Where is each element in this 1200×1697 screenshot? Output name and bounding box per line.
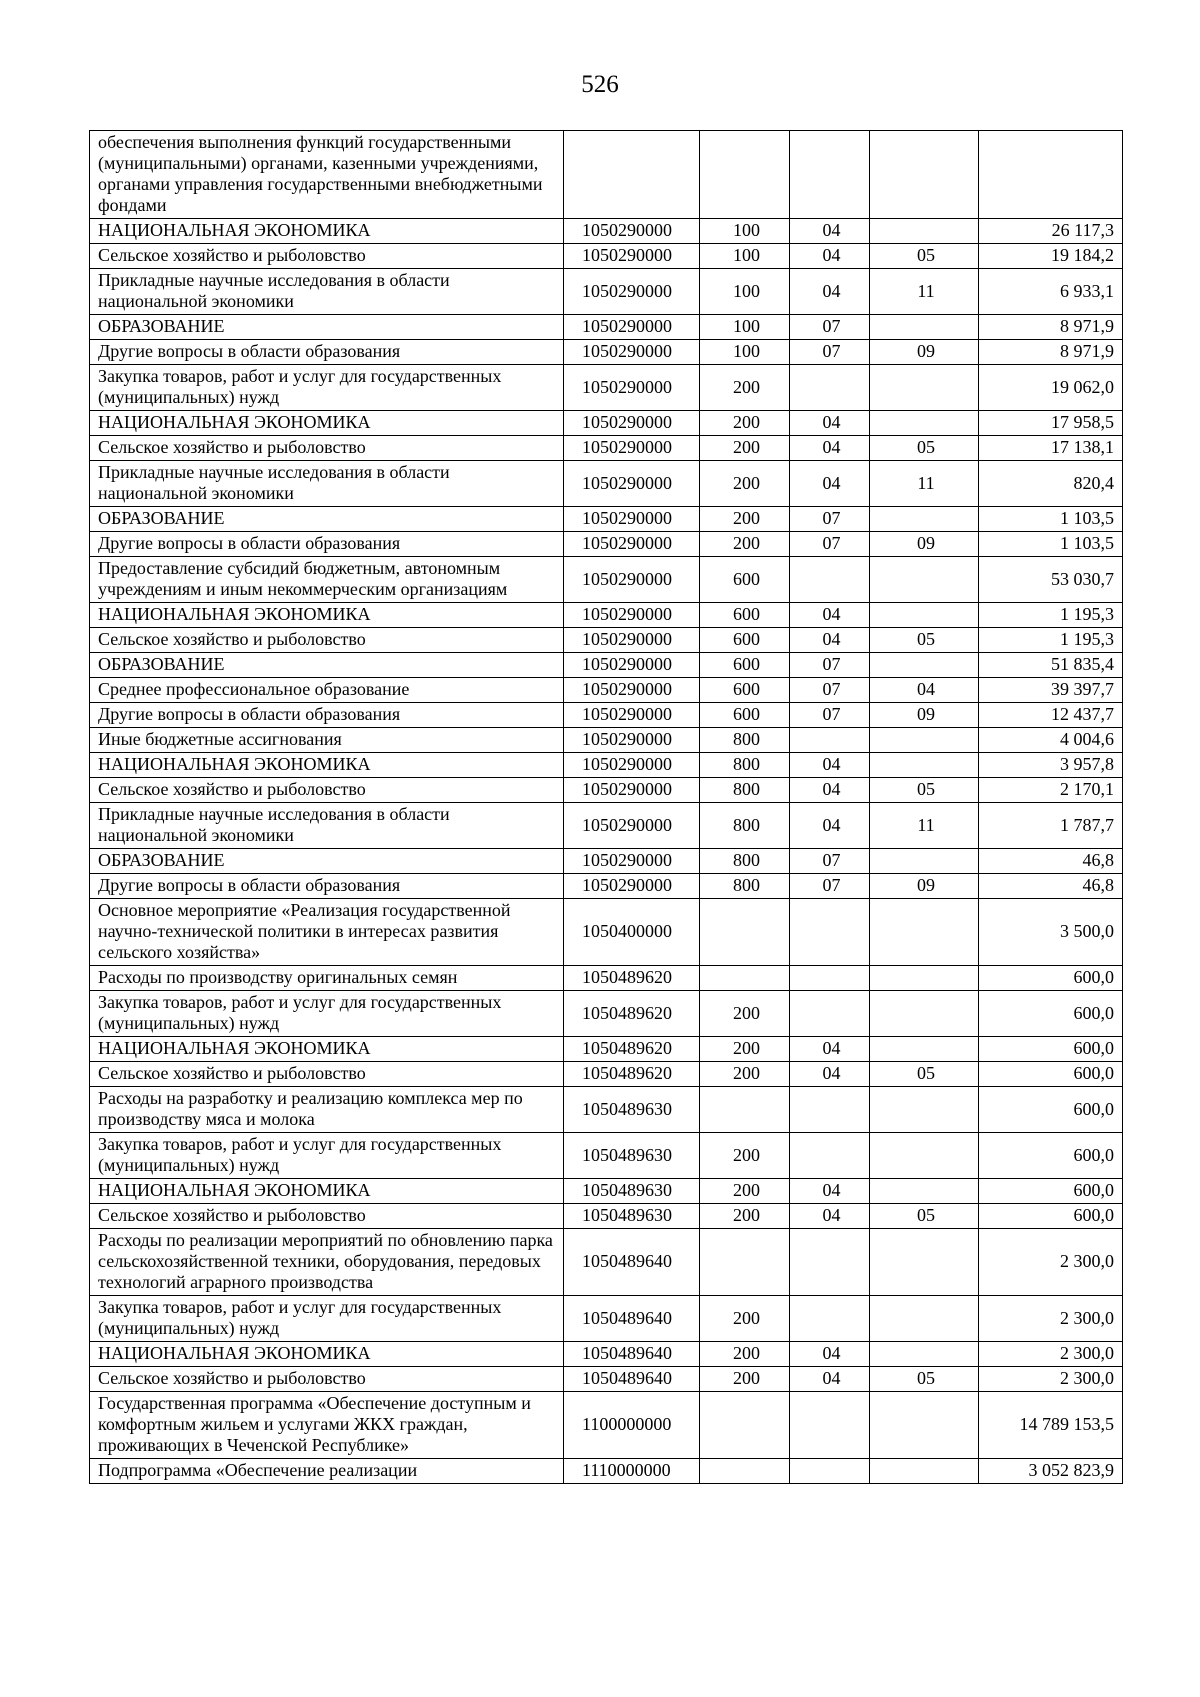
expense-type-cell: 800 bbox=[700, 849, 790, 874]
target-article-cell: 1050290000 bbox=[564, 461, 700, 507]
section-cell bbox=[790, 728, 870, 753]
table-row bbox=[90, 269, 1123, 315]
expense-name-cell: ОБРАЗОВАНИЕ bbox=[90, 653, 564, 678]
amount-cell: 1 195,3 bbox=[979, 603, 1123, 628]
amount-cell: 600,0 bbox=[979, 1204, 1123, 1229]
target-article-cell: 1050290000 bbox=[564, 874, 700, 899]
target-article-cell: 1050290000 bbox=[564, 628, 700, 653]
table-row bbox=[90, 1179, 1123, 1204]
expense-type-cell: 100 bbox=[700, 340, 790, 365]
section-cell: 07 bbox=[790, 874, 870, 899]
target-article-cell: 1050290000 bbox=[564, 340, 700, 365]
expense-name-cell: Закупка товаров, работ и услуг для государственных (муниципальных) нужд bbox=[90, 1296, 564, 1342]
expense-name-cell: Среднее профессиональное образование bbox=[90, 678, 564, 703]
expense-name-cell: НАЦИОНАЛЬНАЯ ЭКОНОМИКА bbox=[90, 1037, 564, 1062]
expense-name-cell: Закупка товаров, работ и услуг для государственных (муниципальных) нужд bbox=[90, 365, 564, 411]
expense-name-cell: НАЦИОНАЛЬНАЯ ЭКОНОМИКА bbox=[90, 603, 564, 628]
expense-name-cell: Другие вопросы в области образования bbox=[90, 874, 564, 899]
subsection-cell: 09 bbox=[870, 532, 979, 557]
target-article-cell: 1050290000 bbox=[564, 411, 700, 436]
table-body bbox=[90, 131, 1123, 1484]
expense-name-cell: НАЦИОНАЛЬНАЯ ЭКОНОМИКА bbox=[90, 1179, 564, 1204]
subsection-cell: 11 bbox=[870, 803, 979, 849]
expense-type-cell bbox=[700, 131, 790, 219]
expense-name-cell: НАЦИОНАЛЬНАЯ ЭКОНОМИКА bbox=[90, 411, 564, 436]
expense-type-cell bbox=[700, 899, 790, 966]
expense-name-cell: Сельское хозяйство и рыболовство bbox=[90, 778, 564, 803]
subsection-cell bbox=[870, 1342, 979, 1367]
section-cell bbox=[790, 1392, 870, 1459]
target-article-cell: 1050290000 bbox=[564, 315, 700, 340]
table-row bbox=[90, 1204, 1123, 1229]
subsection-cell bbox=[870, 1179, 979, 1204]
expense-name-cell: Другие вопросы в области образования bbox=[90, 340, 564, 365]
expense-name-cell: Сельское хозяйство и рыболовство bbox=[90, 1062, 564, 1087]
expense-name-cell: Государственная программа «Обеспечение доступным и комфортным жильем и услугами ЖКХ граждан, проживающих в Чеченской Республике» bbox=[90, 1392, 564, 1459]
expense-name-cell: ОБРАЗОВАНИЕ bbox=[90, 849, 564, 874]
subsection-cell bbox=[870, 753, 979, 778]
target-article-cell: 1050489620 bbox=[564, 1062, 700, 1087]
target-article-cell: 1050489630 bbox=[564, 1204, 700, 1229]
subsection-cell bbox=[870, 1392, 979, 1459]
table-row bbox=[90, 991, 1123, 1037]
target-article-cell: 1050290000 bbox=[564, 803, 700, 849]
target-article-cell: 1050290000 bbox=[564, 703, 700, 728]
expense-name-cell: НАЦИОНАЛЬНАЯ ЭКОНОМИКА bbox=[90, 1342, 564, 1367]
expense-name-cell: Прикладные научные исследования в области национальной экономики bbox=[90, 269, 564, 315]
expense-name-cell: Расходы на разработку и реализацию комплекса мер по производству мяса и молока bbox=[90, 1087, 564, 1133]
amount-cell: 19 062,0 bbox=[979, 365, 1123, 411]
subsection-cell: 05 bbox=[870, 1204, 979, 1229]
expense-type-cell bbox=[700, 1392, 790, 1459]
subsection-cell: 05 bbox=[870, 436, 979, 461]
section-cell: 07 bbox=[790, 703, 870, 728]
section-cell: 04 bbox=[790, 219, 870, 244]
section-cell: 04 bbox=[790, 1179, 870, 1204]
amount-cell: 600,0 bbox=[979, 1037, 1123, 1062]
target-article-cell: 1050290000 bbox=[564, 219, 700, 244]
table-row bbox=[90, 778, 1123, 803]
expense-type-cell: 600 bbox=[700, 628, 790, 653]
subsection-cell bbox=[870, 899, 979, 966]
expense-name-cell: Расходы по производству оригинальных семян bbox=[90, 966, 564, 991]
amount-cell: 6 933,1 bbox=[979, 269, 1123, 315]
target-article-cell: 1050489640 bbox=[564, 1229, 700, 1296]
amount-cell: 12 437,7 bbox=[979, 703, 1123, 728]
section-cell: 04 bbox=[790, 1037, 870, 1062]
amount-cell: 1 103,5 bbox=[979, 507, 1123, 532]
target-article-cell: 1050489620 bbox=[564, 1037, 700, 1062]
expense-name-cell: Сельское хозяйство и рыболовство bbox=[90, 1204, 564, 1229]
expense-name-cell: НАЦИОНАЛЬНАЯ ЭКОНОМИКА bbox=[90, 753, 564, 778]
section-cell: 04 bbox=[790, 1342, 870, 1367]
subsection-cell: 11 bbox=[870, 461, 979, 507]
section-cell: 04 bbox=[790, 803, 870, 849]
subsection-cell: 05 bbox=[870, 1367, 979, 1392]
amount-cell: 600,0 bbox=[979, 966, 1123, 991]
target-article-cell: 1050489620 bbox=[564, 966, 700, 991]
expense-type-cell: 200 bbox=[700, 1062, 790, 1087]
table-row bbox=[90, 1087, 1123, 1133]
subsection-cell bbox=[870, 991, 979, 1037]
target-article-cell: 1050290000 bbox=[564, 365, 700, 411]
expense-type-cell: 200 bbox=[700, 991, 790, 1037]
table-row bbox=[90, 244, 1123, 269]
section-cell bbox=[790, 1296, 870, 1342]
expense-type-cell bbox=[700, 1459, 790, 1484]
section-cell: 04 bbox=[790, 1062, 870, 1087]
expense-type-cell: 600 bbox=[700, 678, 790, 703]
expense-type-cell: 100 bbox=[700, 269, 790, 315]
table-row bbox=[90, 436, 1123, 461]
subsection-cell bbox=[870, 1037, 979, 1062]
section-cell: 07 bbox=[790, 340, 870, 365]
expense-name-cell: Сельское хозяйство и рыболовство bbox=[90, 1367, 564, 1392]
target-article-cell: 1050290000 bbox=[564, 532, 700, 557]
amount-cell: 26 117,3 bbox=[979, 219, 1123, 244]
section-cell: 04 bbox=[790, 461, 870, 507]
table-row bbox=[90, 1392, 1123, 1459]
expense-type-cell: 200 bbox=[700, 436, 790, 461]
subsection-cell bbox=[870, 365, 979, 411]
expense-type-cell: 100 bbox=[700, 244, 790, 269]
target-article-cell: 1050290000 bbox=[564, 269, 700, 315]
expense-type-cell: 800 bbox=[700, 874, 790, 899]
subsection-cell bbox=[870, 411, 979, 436]
amount-cell: 17 138,1 bbox=[979, 436, 1123, 461]
amount-cell: 2 300,0 bbox=[979, 1229, 1123, 1296]
page-number: 526 bbox=[581, 71, 619, 98]
expense-type-cell: 200 bbox=[700, 507, 790, 532]
table-row bbox=[90, 1133, 1123, 1179]
target-article-cell: 1050290000 bbox=[564, 507, 700, 532]
section-cell bbox=[790, 966, 870, 991]
subsection-cell bbox=[870, 557, 979, 603]
expense-type-cell: 200 bbox=[700, 1296, 790, 1342]
section-cell bbox=[790, 131, 870, 219]
expense-name-cell: Иные бюджетные ассигнования bbox=[90, 728, 564, 753]
subsection-cell bbox=[870, 507, 979, 532]
target-article-cell: 1050400000 bbox=[564, 899, 700, 966]
table-row bbox=[90, 1062, 1123, 1087]
amount-cell: 600,0 bbox=[979, 1133, 1123, 1179]
expense-type-cell bbox=[700, 1087, 790, 1133]
expense-type-cell: 200 bbox=[700, 1204, 790, 1229]
table-row bbox=[90, 507, 1123, 532]
table-row bbox=[90, 315, 1123, 340]
subsection-cell: 05 bbox=[870, 778, 979, 803]
expense-type-cell: 100 bbox=[700, 219, 790, 244]
section-cell: 07 bbox=[790, 532, 870, 557]
expense-name-cell: обеспечения выполнения функций государственными (муниципальными) органами, казенными учреждениями, органами управления государственными внебюджетными фондами bbox=[90, 131, 564, 219]
expense-type-cell: 800 bbox=[700, 778, 790, 803]
section-cell bbox=[790, 991, 870, 1037]
amount-cell: 2 170,1 bbox=[979, 778, 1123, 803]
target-article-cell: 1050489630 bbox=[564, 1087, 700, 1133]
amount-cell: 2 300,0 bbox=[979, 1296, 1123, 1342]
expense-type-cell: 600 bbox=[700, 557, 790, 603]
amount-cell: 600,0 bbox=[979, 1087, 1123, 1133]
section-cell bbox=[790, 1229, 870, 1296]
section-cell: 04 bbox=[790, 436, 870, 461]
amount-cell: 1 195,3 bbox=[979, 628, 1123, 653]
subsection-cell: 05 bbox=[870, 628, 979, 653]
expense-type-cell bbox=[700, 966, 790, 991]
section-cell bbox=[790, 365, 870, 411]
amount-cell: 17 958,5 bbox=[979, 411, 1123, 436]
section-cell bbox=[790, 1133, 870, 1179]
table-row bbox=[90, 461, 1123, 507]
section-cell: 07 bbox=[790, 653, 870, 678]
subsection-cell bbox=[870, 219, 979, 244]
section-cell: 04 bbox=[790, 778, 870, 803]
target-article-cell: 1050489630 bbox=[564, 1133, 700, 1179]
expense-name-cell: НАЦИОНАЛЬНАЯ ЭКОНОМИКА bbox=[90, 219, 564, 244]
expense-type-cell: 200 bbox=[700, 1367, 790, 1392]
expense-name-cell: Сельское хозяйство и рыболовство bbox=[90, 244, 564, 269]
table-row bbox=[90, 874, 1123, 899]
subsection-cell bbox=[870, 603, 979, 628]
subsection-cell: 09 bbox=[870, 874, 979, 899]
table-row bbox=[90, 1459, 1123, 1484]
expense-type-cell: 600 bbox=[700, 653, 790, 678]
amount-cell: 3 052 823,9 bbox=[979, 1459, 1123, 1484]
expense-name-cell: Закупка товаров, работ и услуг для государственных (муниципальных) нужд bbox=[90, 1133, 564, 1179]
section-cell: 07 bbox=[790, 849, 870, 874]
expense-type-cell: 200 bbox=[700, 1037, 790, 1062]
expense-type-cell: 200 bbox=[700, 461, 790, 507]
table-row bbox=[90, 803, 1123, 849]
target-article-cell: 1050290000 bbox=[564, 753, 700, 778]
expense-name-cell: ОБРАЗОВАНИЕ bbox=[90, 315, 564, 340]
table-row bbox=[90, 365, 1123, 411]
amount-cell: 1 787,7 bbox=[979, 803, 1123, 849]
target-article-cell: 1050290000 bbox=[564, 728, 700, 753]
subsection-cell: 05 bbox=[870, 1062, 979, 1087]
section-cell: 04 bbox=[790, 603, 870, 628]
target-article-cell: 1050290000 bbox=[564, 653, 700, 678]
amount-cell: 8 971,9 bbox=[979, 315, 1123, 340]
table-row bbox=[90, 219, 1123, 244]
section-cell: 04 bbox=[790, 753, 870, 778]
table-row bbox=[90, 678, 1123, 703]
table-row bbox=[90, 753, 1123, 778]
target-article-cell: 1050290000 bbox=[564, 244, 700, 269]
expense-name-cell: ОБРАЗОВАНИЕ bbox=[90, 507, 564, 532]
subsection-cell: 09 bbox=[870, 340, 979, 365]
expense-type-cell: 200 bbox=[700, 1133, 790, 1179]
expense-type-cell: 200 bbox=[700, 1342, 790, 1367]
section-cell bbox=[790, 899, 870, 966]
target-article-cell: 1050489620 bbox=[564, 991, 700, 1037]
table-row bbox=[90, 703, 1123, 728]
table-row bbox=[90, 966, 1123, 991]
subsection-cell: 09 bbox=[870, 703, 979, 728]
amount-cell: 51 835,4 bbox=[979, 653, 1123, 678]
target-article-cell: 1050290000 bbox=[564, 849, 700, 874]
section-cell: 07 bbox=[790, 678, 870, 703]
table-row bbox=[90, 728, 1123, 753]
expense-type-cell: 800 bbox=[700, 728, 790, 753]
expense-type-cell: 200 bbox=[700, 532, 790, 557]
amount-cell: 14 789 153,5 bbox=[979, 1392, 1123, 1459]
amount-cell: 1 103,5 bbox=[979, 532, 1123, 557]
target-article-cell: 1050489630 bbox=[564, 1179, 700, 1204]
target-article-cell: 1050290000 bbox=[564, 603, 700, 628]
subsection-cell bbox=[870, 1296, 979, 1342]
table-row bbox=[90, 340, 1123, 365]
subsection-cell bbox=[870, 728, 979, 753]
target-article-cell: 1050290000 bbox=[564, 557, 700, 603]
subsection-cell bbox=[870, 966, 979, 991]
table-row bbox=[90, 532, 1123, 557]
amount-cell: 2 300,0 bbox=[979, 1342, 1123, 1367]
expense-type-cell: 600 bbox=[700, 603, 790, 628]
expense-name-cell: Подпрограмма «Обеспечение реализации bbox=[90, 1459, 564, 1484]
amount-cell: 600,0 bbox=[979, 1062, 1123, 1087]
subsection-cell bbox=[870, 849, 979, 874]
amount-cell: 600,0 bbox=[979, 1179, 1123, 1204]
expense-name-cell: Другие вопросы в области образования bbox=[90, 703, 564, 728]
amount-cell: 46,8 bbox=[979, 874, 1123, 899]
expense-type-cell bbox=[700, 1229, 790, 1296]
subsection-cell bbox=[870, 131, 979, 219]
table-row bbox=[90, 1342, 1123, 1367]
target-article-cell bbox=[564, 131, 700, 219]
subsection-cell bbox=[870, 1459, 979, 1484]
target-article-cell: 1050489640 bbox=[564, 1296, 700, 1342]
table-row bbox=[90, 557, 1123, 603]
amount-cell: 3 500,0 bbox=[979, 899, 1123, 966]
target-article-cell: 1050290000 bbox=[564, 436, 700, 461]
table-row bbox=[90, 849, 1123, 874]
table-row bbox=[90, 411, 1123, 436]
section-cell: 07 bbox=[790, 315, 870, 340]
subsection-cell: 05 bbox=[870, 244, 979, 269]
section-cell: 04 bbox=[790, 1204, 870, 1229]
table-row bbox=[90, 1296, 1123, 1342]
section-cell bbox=[790, 1087, 870, 1133]
amount-cell: 820,4 bbox=[979, 461, 1123, 507]
amount-cell: 4 004,6 bbox=[979, 728, 1123, 753]
expense-type-cell: 600 bbox=[700, 703, 790, 728]
target-article-cell: 1050290000 bbox=[564, 678, 700, 703]
section-cell bbox=[790, 557, 870, 603]
table-row bbox=[90, 1367, 1123, 1392]
table-row bbox=[90, 131, 1123, 219]
section-cell bbox=[790, 1459, 870, 1484]
table-row bbox=[90, 603, 1123, 628]
expense-name-cell: Расходы по реализации мероприятий по обновлению парка сельскохозяйственной техники, оборудования, передовых технологий аграрного производства bbox=[90, 1229, 564, 1296]
section-cell: 07 bbox=[790, 507, 870, 532]
target-article-cell: 1110000000 bbox=[564, 1459, 700, 1484]
expense-type-cell: 100 bbox=[700, 315, 790, 340]
expense-type-cell: 800 bbox=[700, 803, 790, 849]
section-cell: 04 bbox=[790, 1367, 870, 1392]
expense-type-cell: 200 bbox=[700, 1179, 790, 1204]
expense-type-cell: 200 bbox=[700, 365, 790, 411]
section-cell: 04 bbox=[790, 244, 870, 269]
target-article-cell: 1100000000 bbox=[564, 1392, 700, 1459]
amount-cell: 46,8 bbox=[979, 849, 1123, 874]
target-article-cell: 1050489640 bbox=[564, 1367, 700, 1392]
section-cell: 04 bbox=[790, 628, 870, 653]
expense-name-cell: Основное мероприятие «Реализация государственной научно-технической политики в интересах развития сельского хозяйства» bbox=[90, 899, 564, 966]
table-row bbox=[90, 1037, 1123, 1062]
section-cell: 04 bbox=[790, 269, 870, 315]
table-row bbox=[90, 1229, 1123, 1296]
subsection-cell bbox=[870, 1229, 979, 1296]
amount-cell: 2 300,0 bbox=[979, 1367, 1123, 1392]
amount-cell: 3 957,8 bbox=[979, 753, 1123, 778]
amount-cell: 53 030,7 bbox=[979, 557, 1123, 603]
expense-type-cell: 200 bbox=[700, 411, 790, 436]
expense-name-cell: Предоставление субсидий бюджетным, автономным учреждениям и иным некоммерческим организациям bbox=[90, 557, 564, 603]
expense-name-cell: Прикладные научные исследования в области национальной экономики bbox=[90, 803, 564, 849]
table-row bbox=[90, 899, 1123, 966]
expense-name-cell: Сельское хозяйство и рыболовство bbox=[90, 436, 564, 461]
amount-cell bbox=[979, 131, 1123, 219]
section-cell: 04 bbox=[790, 411, 870, 436]
target-article-cell: 1050290000 bbox=[564, 778, 700, 803]
subsection-cell bbox=[870, 1087, 979, 1133]
expense-name-cell: Закупка товаров, работ и услуг для государственных (муниципальных) нужд bbox=[90, 991, 564, 1037]
expense-name-cell: Прикладные научные исследования в области национальной экономики bbox=[90, 461, 564, 507]
expense-name-cell: Другие вопросы в области образования bbox=[90, 532, 564, 557]
amount-cell: 39 397,7 bbox=[979, 678, 1123, 703]
table-row bbox=[90, 628, 1123, 653]
subsection-cell: 04 bbox=[870, 678, 979, 703]
amount-cell: 600,0 bbox=[979, 991, 1123, 1037]
table-row bbox=[90, 653, 1123, 678]
target-article-cell: 1050489640 bbox=[564, 1342, 700, 1367]
subsection-cell bbox=[870, 315, 979, 340]
expense-type-cell: 800 bbox=[700, 753, 790, 778]
subsection-cell bbox=[870, 1133, 979, 1179]
budget-table bbox=[89, 130, 1123, 1484]
subsection-cell: 11 bbox=[870, 269, 979, 315]
subsection-cell bbox=[870, 653, 979, 678]
amount-cell: 19 184,2 bbox=[979, 244, 1123, 269]
amount-cell: 8 971,9 bbox=[979, 340, 1123, 365]
expense-name-cell: Сельское хозяйство и рыболовство bbox=[90, 628, 564, 653]
